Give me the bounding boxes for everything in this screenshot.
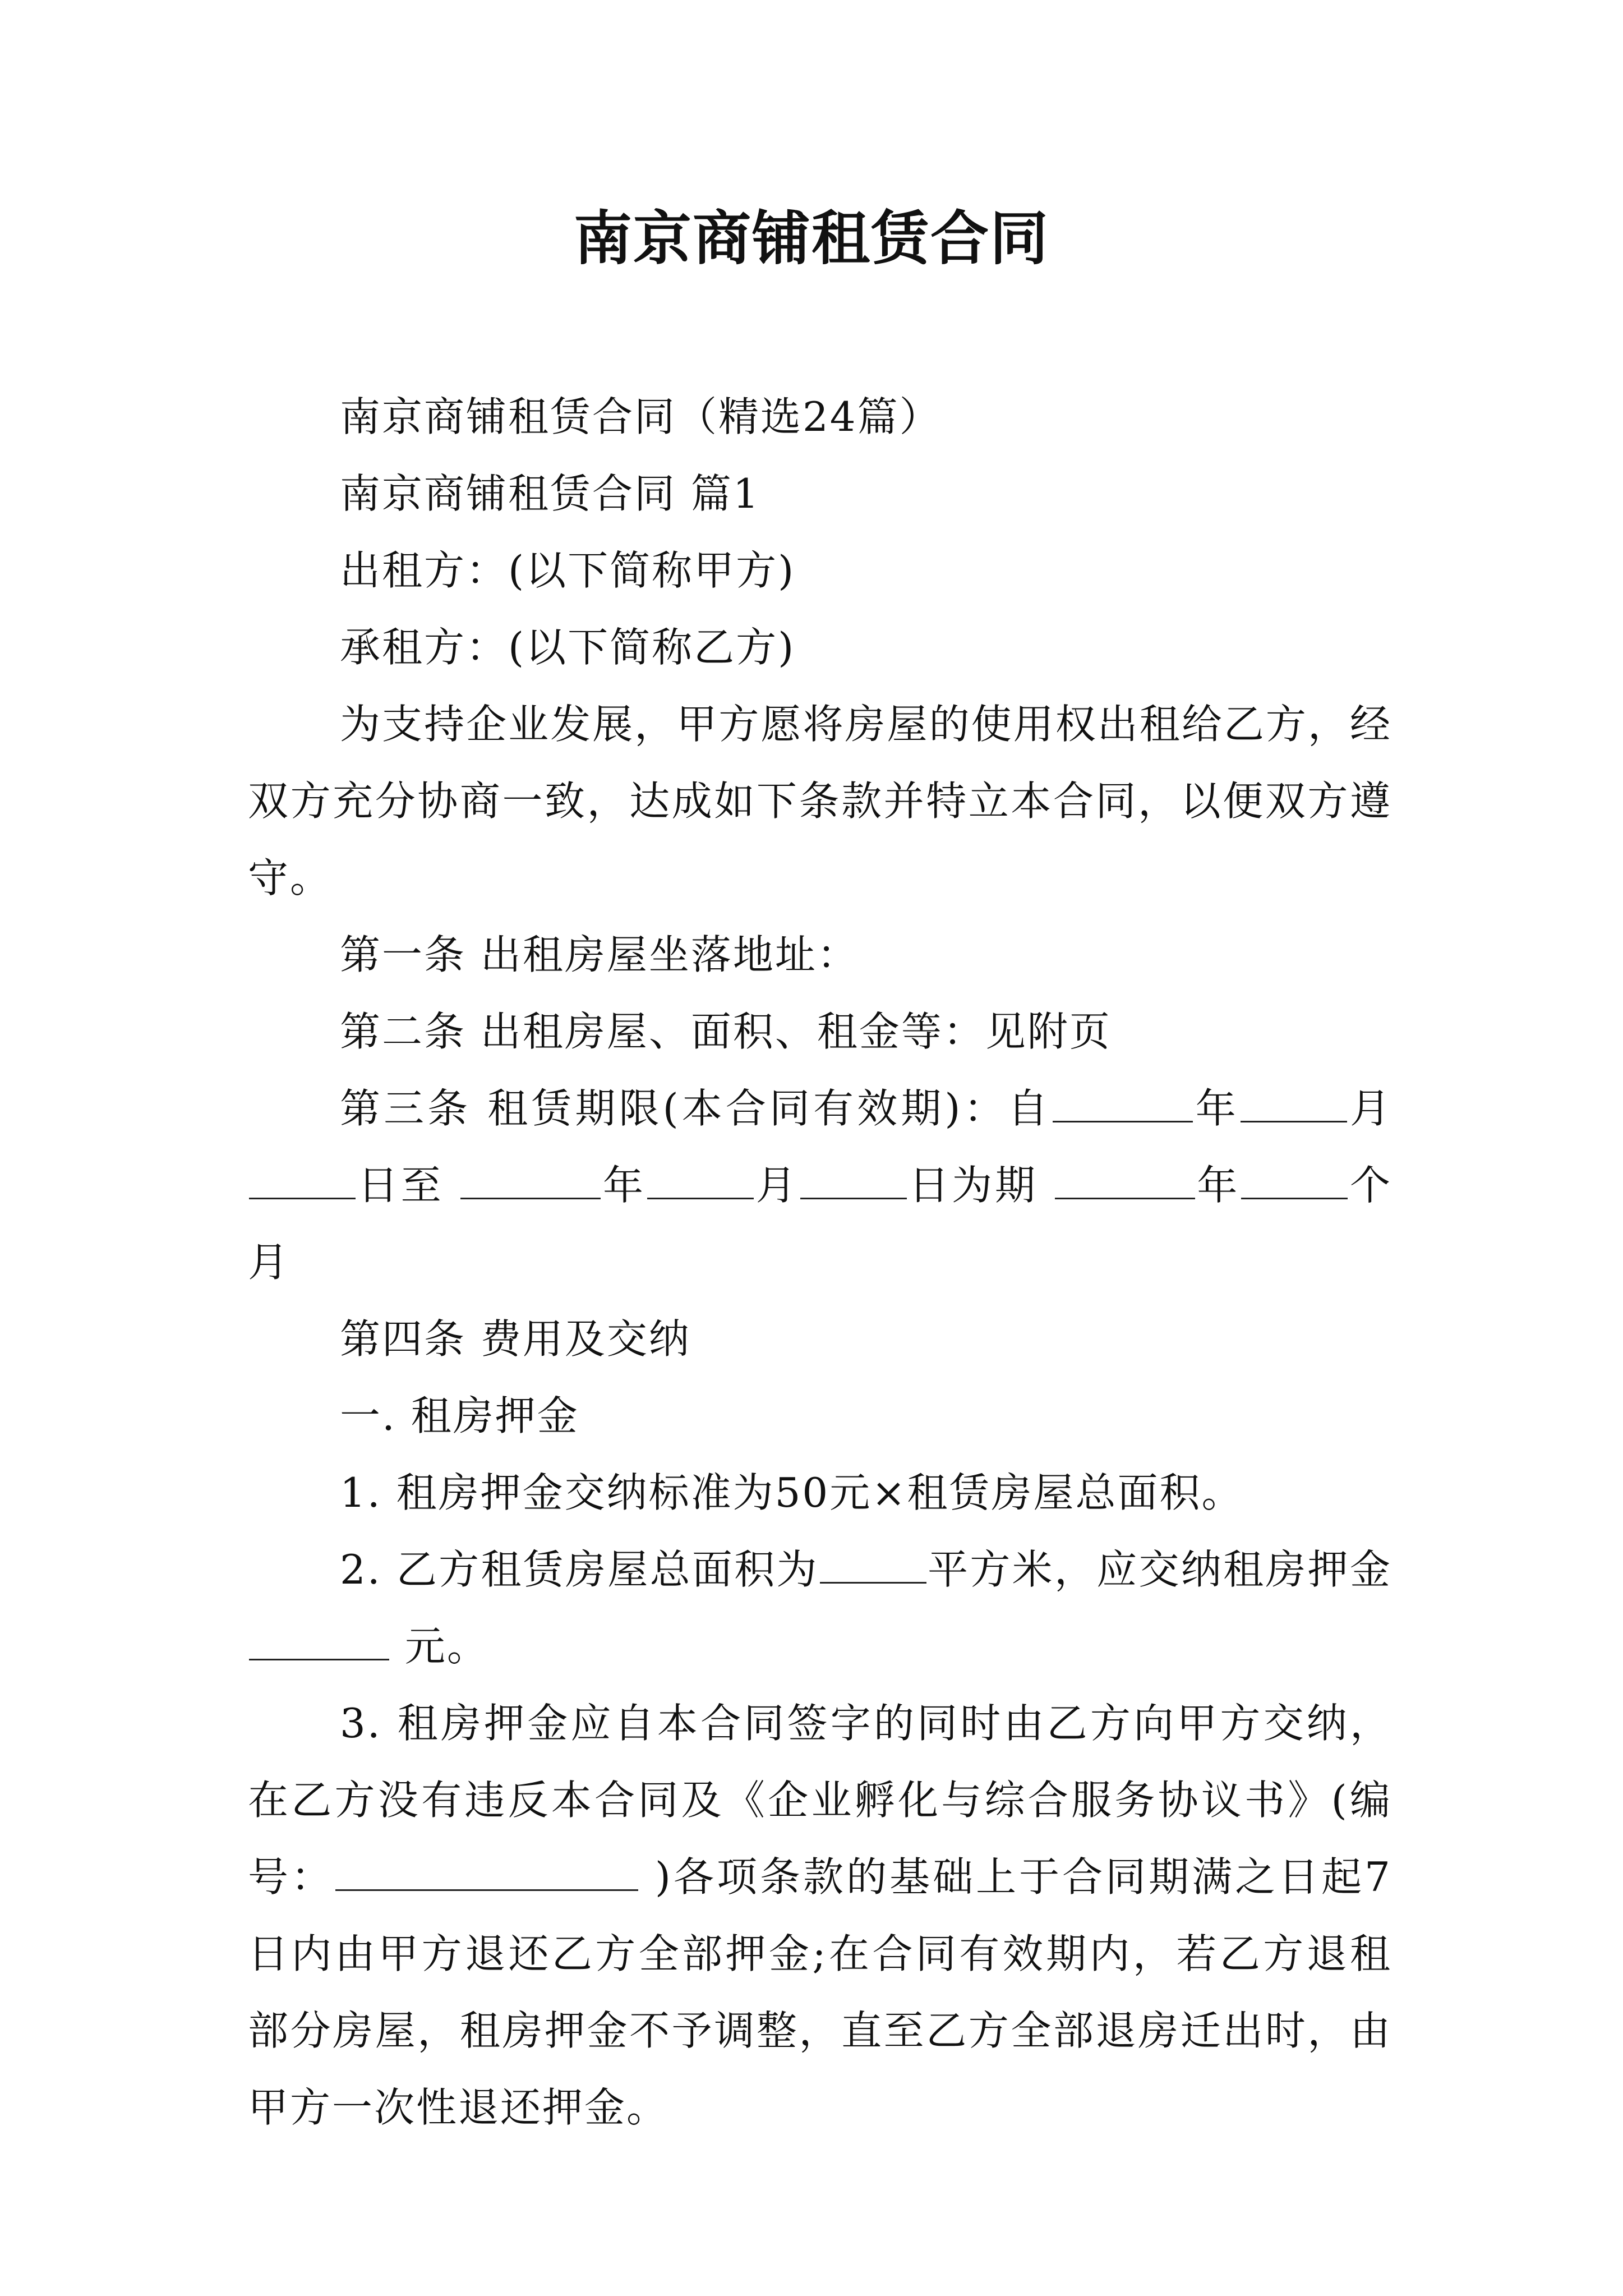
- text-segment: 月: [754, 1162, 799, 1209]
- blank-field-end-year: [460, 1161, 601, 1199]
- blank-field-end-day: [800, 1161, 907, 1199]
- text-segment: 2. 乙方租赁房屋总面积为: [340, 1546, 819, 1593]
- blank-field-start-day: [249, 1161, 356, 1199]
- paragraph-article-2: 第二条 出租房屋、面积、租金等：见附页: [340, 1008, 1112, 1055]
- paragraph-deposit-item-2: [248, 1531, 1392, 1685]
- blank-field-start-year: [1053, 1084, 1193, 1122]
- text-segment: 第三条 租赁期限(本合同有效期)：自: [340, 1085, 1052, 1132]
- blank-field-area: [820, 1545, 926, 1584]
- text-segment: 3. 租房押金应自本合同签字的同时由乙方向甲方交纳，在乙方没有违反本合同及《企业孵化与综合服务协议书》(编号：: [248, 1700, 1392, 1901]
- paragraph-article-3: [248, 1070, 1392, 1301]
- blank-field-end-month: [647, 1161, 754, 1199]
- paragraph-intro: 为支持企业发展，甲方愿将房屋的使用权出租给乙方，经双方充分协商一致，达成如下条款并特立本合同，以便双方遵守。: [248, 701, 1392, 901]
- paragraph-article-1: 第一条 出租房屋坐落地址：: [340, 931, 859, 978]
- text-segment: 元。: [390, 1623, 489, 1670]
- blank-field-term-years: [1055, 1161, 1195, 1199]
- text-segment: 个月: [248, 1162, 1392, 1286]
- document-title: 南京商铺租赁合同: [573, 204, 1049, 273]
- text-segment: 年: [1193, 1085, 1239, 1132]
- text-segment: )各项条款的基础上于合同期满之日起7日内由甲方退还乙方全部押金;在合同有效期内，若乙方退租部分房屋，租房押金不予调整，直至乙方全部退房迁出时，由甲方一次性退还押金。: [248, 1853, 1392, 2131]
- text-segment: 年: [602, 1162, 646, 1209]
- text-segment: 日至: [357, 1162, 460, 1209]
- paragraph-subtitle: 南京商铺租赁合同（精选24篇）: [340, 393, 942, 440]
- paragraph-article-4: 第四条 费用及交纳: [340, 1315, 691, 1363]
- paragraph-section-heading: 南京商铺租赁合同 篇1: [340, 470, 760, 517]
- text-segment: 平方米，应交纳租房押金: [927, 1546, 1392, 1593]
- blank-field-start-month: [1241, 1084, 1347, 1122]
- blank-field-deposit-amount: [249, 1622, 389, 1660]
- paragraph-lessor: 出租方：(以下简称甲方): [340, 547, 796, 594]
- document-body: [248, 379, 1392, 2146]
- paragraph-deposit-item-3: [248, 1685, 1392, 2146]
- text-segment: 月: [1348, 1085, 1392, 1132]
- paragraph-deposit-item-1: 1. 租房押金交纳标准为50元×租赁房屋总面积。: [340, 1469, 1244, 1516]
- paragraph-lessee: 承租方：(以下简称乙方): [340, 624, 796, 671]
- text-segment: 年: [1196, 1162, 1241, 1209]
- paragraph-deposit-heading: 一. 租房押金: [340, 1392, 579, 1439]
- blank-field-term-months: [1241, 1161, 1348, 1199]
- blank-field-agreement-number: [335, 1853, 638, 1891]
- text-segment: 日为期: [907, 1162, 1054, 1209]
